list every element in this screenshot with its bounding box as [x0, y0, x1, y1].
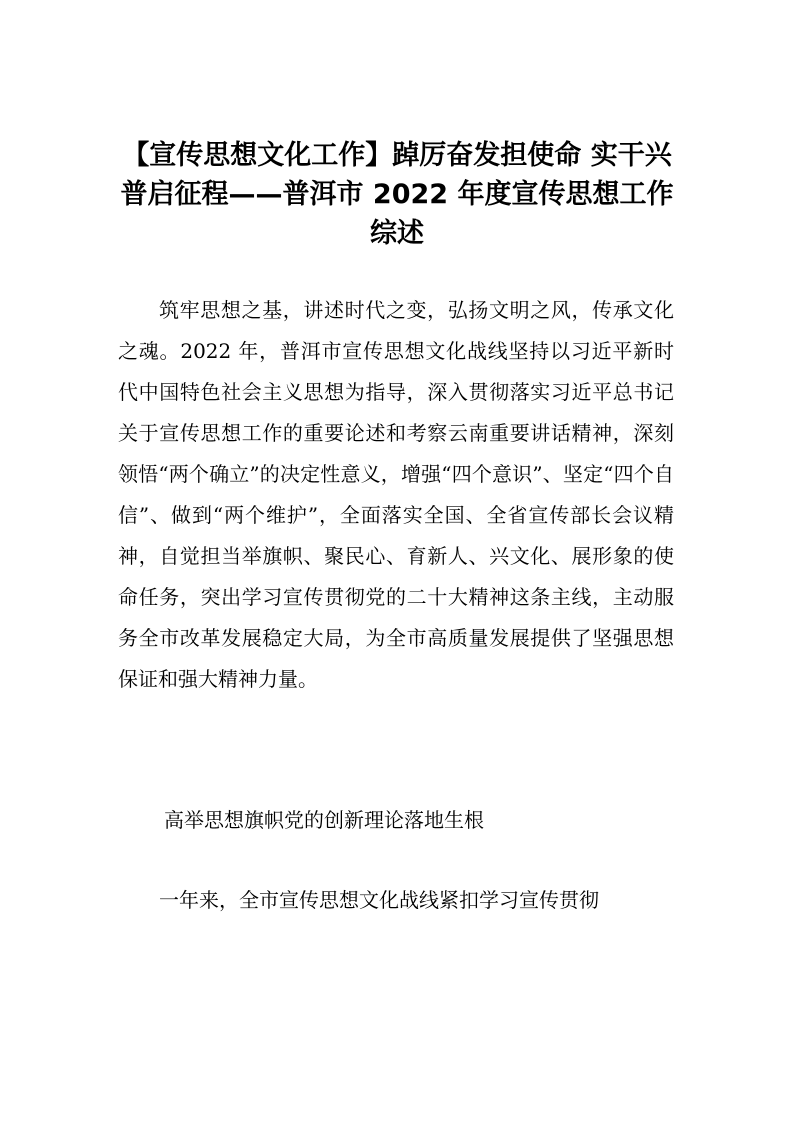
intro-paragraph: 筑牢思想之基，讲述时代之变，弘扬文明之风，传承文化之魂。2022 年，普洱市宣传思想文化战线坚持以习近平新时代中国特色社会主义思想为指导，深入贯彻落实习近平总书记关于宣传思想工作的重要论述和考察云南重要讲话精神，深刻领悟“两个确立”的决定性意义，增强“四个意识”、坚定“四个自信”、做到“两个维护”，全面落实全国、全省宣传部长会议精神，自觉担当举旗帜、聚民心、育新人、兴文化、展形象的使命任务，突出学习宣传贯彻党的二十大精神这条主线，主动服务全市改革发展稳定大局，为全市高质量发展提供了坚强思想保证和强大精神力量。 — [118, 298, 674, 691]
section-paragraph: 一年来，全市宣传思想文化战线紧扣学习宣传贯彻 — [159, 888, 599, 912]
document-title: 【宣传思想文化工作】踔厉奋发担使命 实干兴普启征程——普洱市 2022 年度宣传思想工作综述 — [120, 140, 674, 249]
section-heading: 高举思想旗帜党的创新理论落地生根 — [164, 808, 484, 832]
